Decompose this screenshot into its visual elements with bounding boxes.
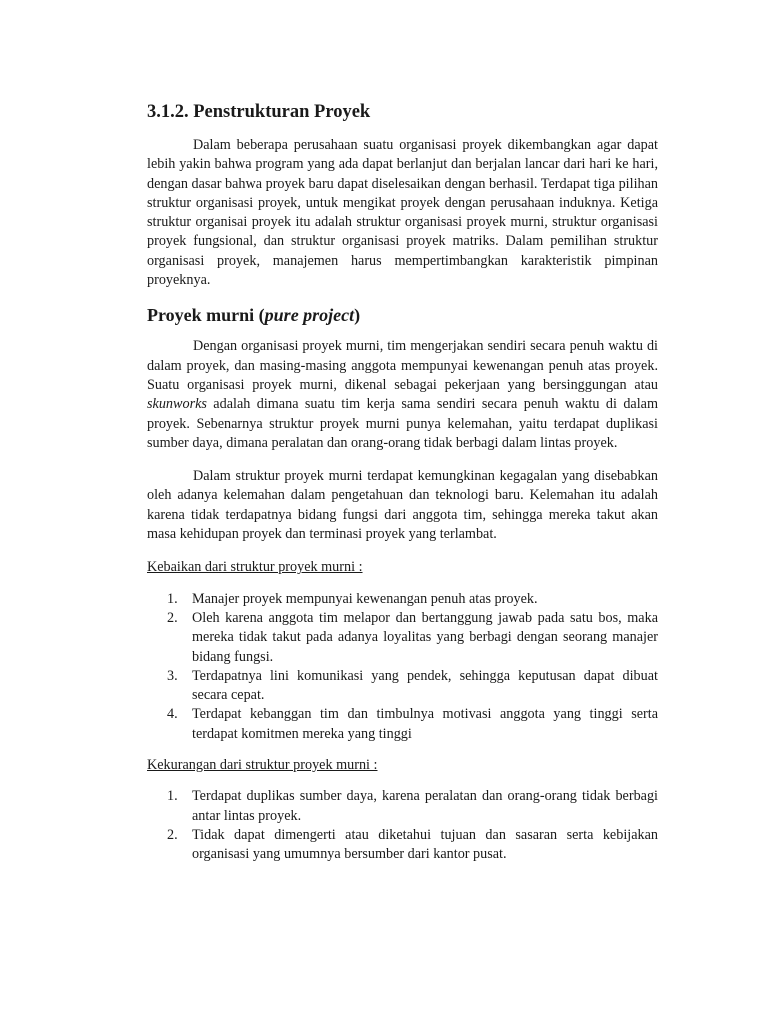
list-number: 3. (167, 667, 178, 684)
disadvantages-list (147, 787, 658, 864)
list-item (147, 590, 658, 609)
list-item (147, 667, 658, 706)
list-text: Terdapat kebanggan tim dan timbulnya motivasi anggota yang tinggi serta terdapat komitmen mereka yang tinggi (192, 706, 658, 742)
list-text: Terdapat duplikas sumber daya, karena peralatan dan orang-orang tidak berbagi antar lintas proyek. (192, 788, 658, 824)
list-text: Terdapatnya lini komunikasi yang pendek, sehingga keputusan dapat dibuat secara cepat. (192, 667, 658, 704)
list-item (147, 609, 658, 667)
section-title: 3.1.2. Penstrukturan Proyek (147, 102, 371, 122)
list-number: 2. (167, 826, 178, 843)
list-text: Tidak dapat dimengerti atau diketahui tujuan dan sasaran serta kebijakan organisasi yang umumnya bersumber dari kantor pusat. (192, 826, 658, 863)
pure-project-heading-italic: pure project (264, 305, 355, 326)
list-text: Oleh karena anggota tim melapor dan bertanggung jawab pada satu bos, maka mereka tidak takut pada adanya loyalitas yang berbagi dengan seorang manajer bidang fungsi. (192, 609, 658, 665)
pure-project-paragraph-1 (147, 337, 658, 453)
disadvantages-heading: Kekurangan dari struktur proyek murni : (147, 757, 378, 774)
list-number: 2. (167, 609, 178, 626)
list-number: 4. (167, 706, 178, 723)
pure-project-heading-end: ) (354, 305, 361, 326)
paragraph-1-part-b: adalah dimana suatu tim kerja sama sendiri secara penuh waktu di dalam proyek. Sebenarnya struktur proyek murni punya kelemahan, yaitu terdapat duplikasi sumber daya, dimana peralatan dan orang-orang tidak berbagi dalam lintas proyek. (147, 396, 658, 451)
pure-project-heading-main: Proyek murni ( (147, 305, 265, 326)
pure-project-heading (147, 303, 658, 327)
list-item (147, 787, 658, 826)
skunworks-term: skunworks (147, 396, 207, 413)
advantages-list (147, 590, 658, 744)
page-content (147, 100, 658, 877)
list-item (147, 826, 658, 865)
list-number: 1. (167, 590, 178, 607)
advantages-heading: Kebaikan dari struktur proyek murni : (147, 559, 363, 576)
list-text: Manajer proyek mempunyai kewenangan penuh atas proyek. (192, 590, 538, 607)
pure-project-paragraph-2: Dalam struktur proyek murni terdapat kemungkinan kegagalan yang disebabkan oleh adanya kelemahan dalam pengetahuan dan teknologi baru. Kelemahan itu adalah karena tidak terdapatnya bidang fungsi dari anggota tim, sehingga mereka takut akan masa kehidupan proyek dan terminasi proyek yang terlambat. (147, 468, 658, 543)
list-item (147, 705, 658, 744)
list-number: 1. (167, 788, 178, 805)
intro-paragraph: Dalam beberapa perusahaan suatu organisasi proyek dikembangkan agar dapat lebih yakin bahwa program yang ada dapat berlanjut dan berjalan lancar dari hari ke hari, dengan dasar bahwa proyek baru dapat diselesaikan dengan berhasil. Terdapat tiga pilihan struktur organisasi proyek, untuk mengikat proyek dengan perusahaan induknya. Ketiga struktur organisai proyek itu adalah struktur organisasi proyek murni, struktur organisasi proyek fungsional, dan struktur organisasi proyek matriks. Dalam pemilihan struktur organisasi proyek, manajemen harus mempertimbangkan karakteristik pimpinan proyeknya. (147, 137, 658, 289)
paragraph-1-part-a: Dengan organisasi proyek murni, tim mengerjakan sendiri secara penuh waktu di dalam proyek, dan masing-masing anggota mempunyai kewenangan penuh atas proyek. Suatu organisasi proyek murni, dikenal sebagai pekerjaan yang bersinggungan atau (147, 338, 658, 393)
